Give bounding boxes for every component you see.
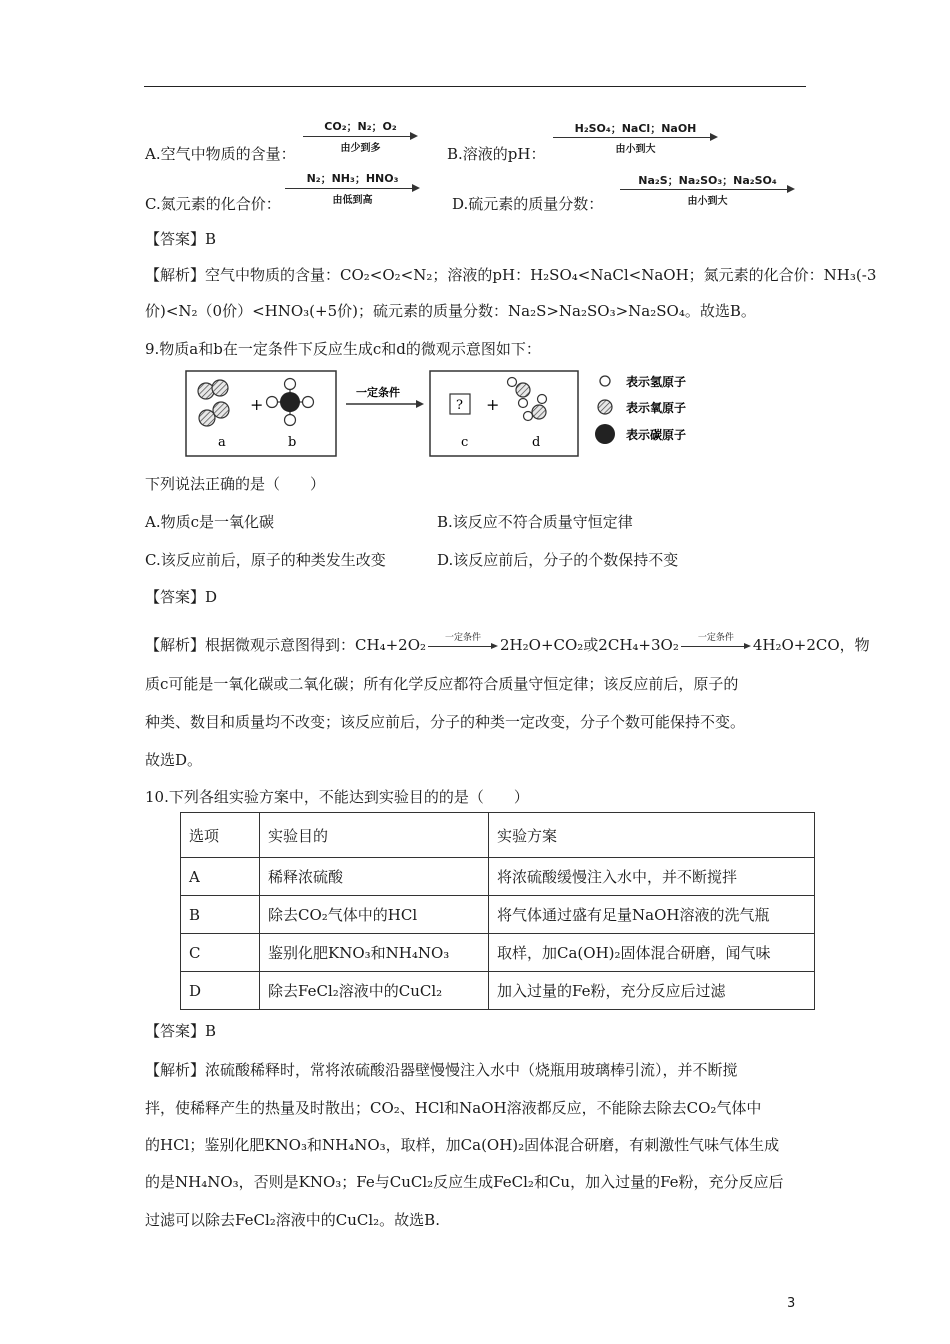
q9-option-a: A.物质c是一氧化碳 xyxy=(145,513,275,531)
arrow-bottom-label: 由低到高 xyxy=(332,195,373,206)
arrow-bottom-label: 由小到大 xyxy=(687,196,728,207)
q10-analysis-line-5: 过滤可以除去FeCl₂溶液中的CuCl₂。故选B. xyxy=(145,1211,440,1229)
q9-option-c: C.该反应前后，原子的种类发生改变 xyxy=(145,551,386,569)
q10-analysis-line-1 xyxy=(145,1059,815,1080)
cell-plan: 将气体通过盛有足量NaOH溶液的洗气瓶 xyxy=(489,896,815,934)
equation-1-reactants: 根据微观示意图得到：CH₄+2O₂ xyxy=(205,636,427,654)
table-row xyxy=(181,934,815,972)
legend-hydrogen-icon xyxy=(600,376,610,386)
q9-analysis-line-3: 种类、数目和质量均不改变；该反应前后，分子的种类一定改变，分子个数可能保持不变。 xyxy=(145,713,746,731)
arrow-shaft xyxy=(620,189,789,190)
q9-analysis-line-1 xyxy=(145,633,870,655)
molecule-a-o2-1 xyxy=(198,380,228,399)
q10-analysis-line-3: 的HCl；鉴别化肥KNO₃和NH₄NO₃，取样，加Ca(OH)₂固体混合研磨，有刺激性气味气体生成 xyxy=(145,1136,780,1154)
arrow-bottom-label: 由少到多 xyxy=(340,143,381,154)
cell-purpose: 稀释浓硫酸 xyxy=(260,858,489,896)
cell-purpose: 除去FeCl₂溶液中的CuCl₂ xyxy=(260,972,489,1010)
molecule-a-o2-2 xyxy=(199,402,229,426)
q8-option-a-arrow xyxy=(303,118,418,158)
table-row xyxy=(181,972,815,1010)
q8-option-d: D.硫元素的质量分数： xyxy=(452,195,604,213)
header-plan: 实验方案 xyxy=(489,813,815,858)
legend-oxygen-icon xyxy=(598,400,612,414)
analysis-text: 空气中物质的含量：CO₂<O₂<N₂；溶液的pH：H₂SO₄<NaCl<NaOH；氮元素的化合价：NH₃(-3 xyxy=(205,266,877,284)
q9-question: 下列说法正确的是（ ） xyxy=(145,475,326,493)
table-row xyxy=(181,896,815,934)
q8-option-a: A.空气中物质的含量： xyxy=(145,145,296,163)
arrow-bottom-label: 由小到大 xyxy=(615,144,656,155)
q8-option-b: B.溶液的pH： xyxy=(447,145,546,163)
q8-option-c-arrow xyxy=(285,170,420,210)
q10-analysis-line-4: 的是NH₄NO₃，否则是KNO₃；Fe与CuCl₂反应生成FeCl₂和Cu，加入过量的Fe粉，充分反应后 xyxy=(145,1173,784,1191)
header-option: 选项 xyxy=(181,813,260,858)
equation-1-arrow xyxy=(428,633,498,654)
analysis-label: 【解析】 xyxy=(145,636,206,654)
arrow-top-label: CO₂；N₂；O₂ xyxy=(324,120,397,133)
q9-answer: 【答案】D xyxy=(145,588,218,606)
cell-option: D xyxy=(181,972,260,1010)
equation-2-arrow xyxy=(681,633,751,654)
q9-stem: 9.物质a和b在一定条件下反应生成c和d的微观示意图如下： xyxy=(145,340,541,358)
molecule-b-ch4 xyxy=(267,379,314,426)
equation-mid: 2H₂O+CO₂或2CH₄+3O₂ xyxy=(500,636,679,654)
legend-carbon-icon xyxy=(595,424,615,444)
analysis-label: 【解析】 xyxy=(145,266,206,284)
arrow-shaft xyxy=(553,137,712,138)
label-a: a xyxy=(218,435,226,450)
q10-analysis-line-2: 拌，使稀释产生的热量及时散出；CO₂、HCl和NaOH溶液都反应，不能除去除去CO₂气体中 xyxy=(145,1099,762,1117)
cell-plan: 将浓硫酸缓慢注入水中，并不断搅拌 xyxy=(489,858,815,896)
question-mark: ? xyxy=(456,398,463,413)
legend-oxygen: 表示氧原子 xyxy=(626,401,687,415)
cell-purpose: 除去CO₂气体中的HCl xyxy=(260,896,489,934)
arrow-label: 一定条件 xyxy=(445,633,482,643)
table-row xyxy=(181,858,815,896)
header-purpose: 实验目的 xyxy=(260,813,489,858)
q9-analysis-line-4: 故选D。 xyxy=(145,751,203,769)
arrow-top-label: Na₂S；Na₂SO₃；Na₂SO₄ xyxy=(638,174,777,187)
reaction-arrow-label: 一定条件 xyxy=(356,386,400,399)
q10-experiment-table xyxy=(180,812,815,1010)
cell-option: C xyxy=(181,934,260,972)
arrow-label: 一定条件 xyxy=(697,633,734,643)
cell-option: A xyxy=(181,858,260,896)
q10-answer: 【答案】B xyxy=(145,1022,217,1040)
arrow-shaft xyxy=(303,136,412,137)
q9-analysis-line-2: 质c可能是一氧化碳或二氧化碳；所有化学反应都符合质量守恒定律；该反应前后，原子的 xyxy=(145,675,739,693)
header-rule xyxy=(144,86,806,87)
arrow-shaft xyxy=(285,188,414,189)
q8-analysis-line-2: 价)<N₂（0价）<HNO₃(+5价)；硫元素的质量分数：Na₂S>Na₂SO₃>Na₂SO₄。故选B。 xyxy=(145,302,756,320)
legend-hydrogen: 表示氢原子 xyxy=(626,375,687,389)
molecule-d-h2o-2 xyxy=(524,395,547,421)
arrow-top-label: N₂；NH₃；HNO₃ xyxy=(306,172,399,185)
q10-stem: 10.下列各组实验方案中，不能达到实验目的的是（ ） xyxy=(145,788,529,806)
q9-option-b: B.该反应不符合质量守恒定律 xyxy=(437,513,633,531)
q9-option-d: D.该反应前后，分子的个数保持不变 xyxy=(437,551,679,569)
q9-molecule-diagram xyxy=(180,362,720,467)
cell-plan: 加入过量的Fe粉，充分反应后过滤 xyxy=(489,972,815,1010)
q8-option-c: C.氮元素的化合价： xyxy=(145,195,281,213)
q8-answer: 【答案】B xyxy=(145,230,217,248)
page-number: 3 xyxy=(787,1296,796,1311)
analysis-text: 浓硫酸稀释时，常将浓硫酸沿器壁慢慢注入水中（烧瓶用玻璃棒引流），并不断搅 xyxy=(205,1061,738,1079)
plus-sign: + xyxy=(486,395,500,414)
q8-analysis-line-1 xyxy=(145,264,877,285)
plus-sign: + xyxy=(250,395,264,414)
cell-purpose: 鉴别化肥KNO₃和NH₄NO₃ xyxy=(260,934,489,972)
molecule-d-h2o-1 xyxy=(508,378,531,408)
reaction-arrow-head-icon xyxy=(416,400,424,408)
arrow-top-label: H₂SO₄；NaCl；NaOH xyxy=(574,122,697,135)
q8-option-b-arrow xyxy=(553,120,718,160)
equation-2-products: 4H₂O+2CO，物 xyxy=(752,636,870,654)
label-d: d xyxy=(532,435,541,450)
label-c: c xyxy=(461,435,469,450)
q8-option-d-arrow xyxy=(620,172,795,212)
analysis-label: 【解析】 xyxy=(145,1061,206,1079)
cell-option: B xyxy=(181,896,260,934)
table-header-row xyxy=(181,813,815,858)
legend-carbon: 表示碳原子 xyxy=(626,428,687,442)
cell-plan: 取样，加Ca(OH)₂固体混合研磨，闻气味 xyxy=(489,934,815,972)
label-b: b xyxy=(288,435,297,450)
